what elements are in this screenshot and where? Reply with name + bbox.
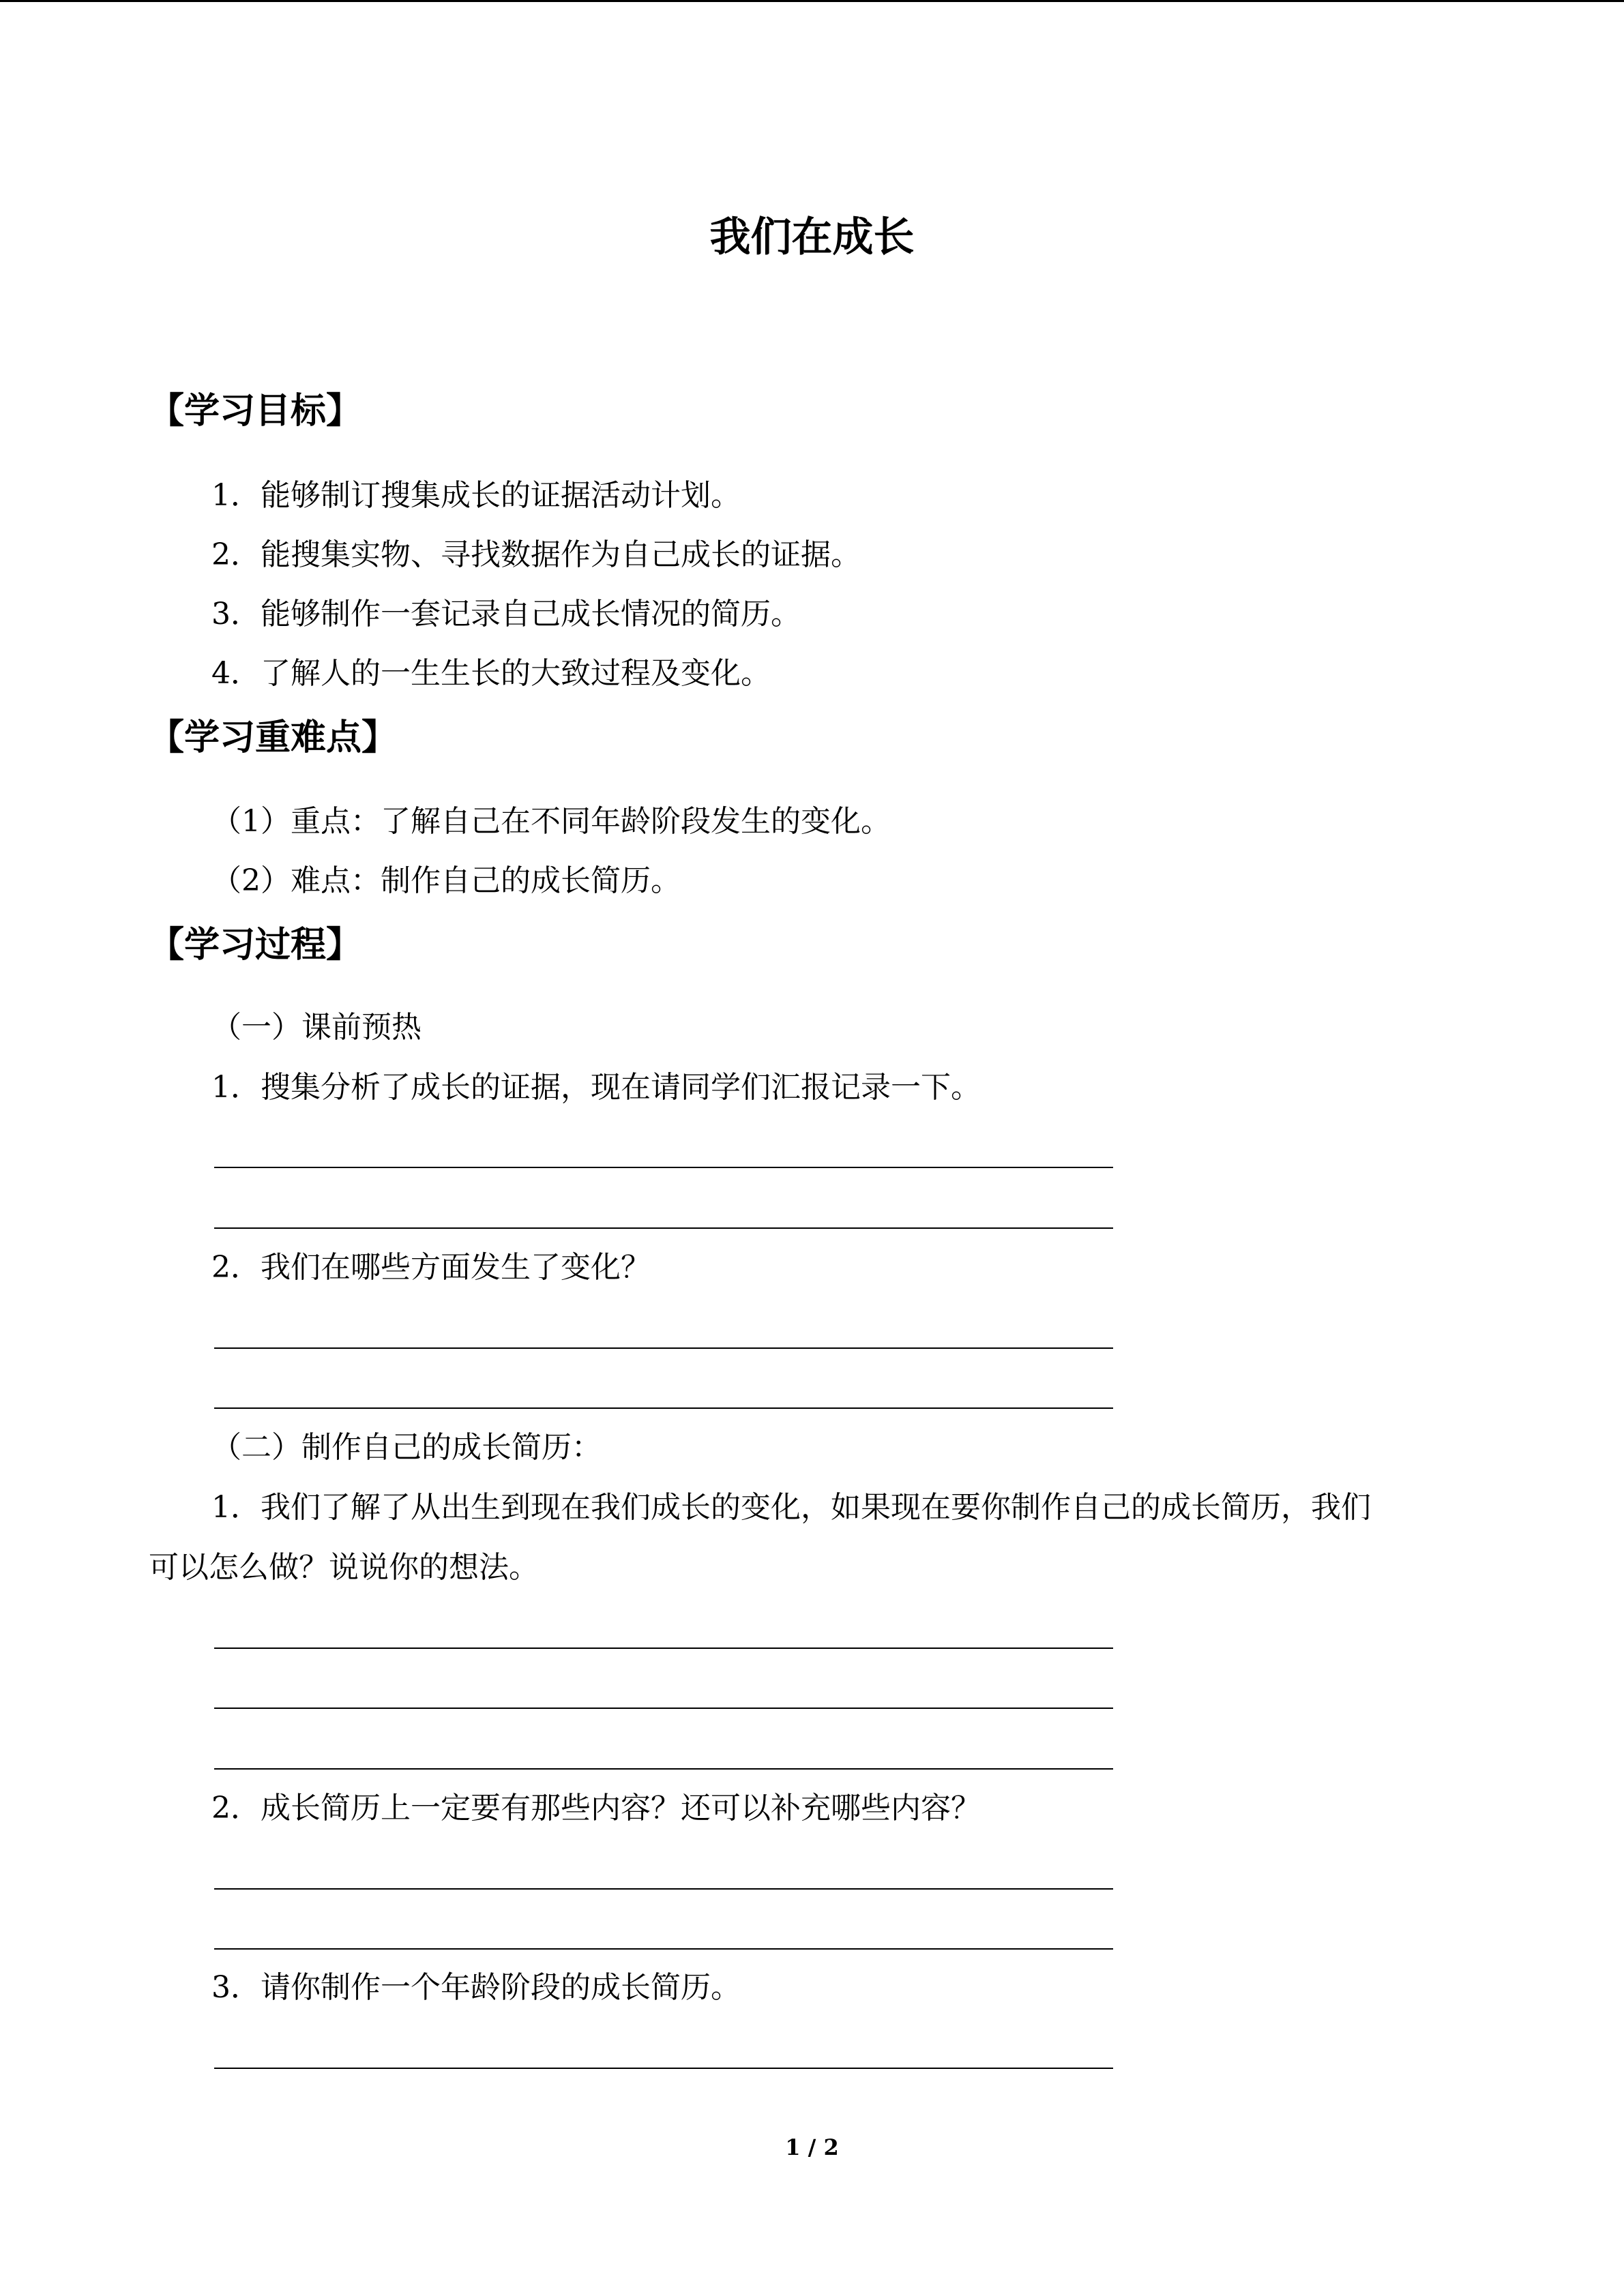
- page-top-border: [0, 0, 1624, 2]
- part1-question-2: 2．我们在哪些方面发生了变化？: [211, 1250, 651, 1285]
- heading-process: 【学习过程】: [149, 925, 362, 966]
- answer-line[interactable]: [214, 1407, 1113, 1409]
- key-point-item-1: （1）重点：了解自己在不同年龄阶段发生的变化。: [211, 804, 891, 839]
- part2-question-3: 3．请你制作一个年龄阶段的成长简历。: [211, 1970, 741, 2005]
- answer-line[interactable]: [214, 1708, 1113, 1709]
- page-number: 1 / 2: [785, 2134, 839, 2160]
- answer-line[interactable]: [214, 1648, 1113, 1649]
- part2-question-1-line-2: 可以怎么做？说说你的想法。: [149, 1550, 539, 1585]
- part2-question-1-line-1: 1．我们了解了从出生到现在我们成长的变化，如果现在要你制作自己的成长简历，我们: [211, 1490, 1371, 1525]
- part1-question-1: 1．搜集分析了成长的证据，现在请同学们汇报记录一下。: [211, 1070, 981, 1105]
- objective-item-1: 1．能够制订搜集成长的证据活动计划。: [211, 478, 741, 513]
- heading-key-points: 【学习重难点】: [149, 717, 398, 758]
- document-title: 我们在成长: [709, 213, 915, 261]
- heading-objectives: 【学习目标】: [149, 391, 362, 432]
- answer-line[interactable]: [214, 1888, 1113, 1890]
- answer-line[interactable]: [214, 1347, 1113, 1349]
- answer-line[interactable]: [214, 2068, 1113, 2069]
- answer-line[interactable]: [214, 1948, 1113, 1950]
- part1-title: （一）课前预热: [211, 1010, 422, 1045]
- objective-item-3: 3．能够制作一套记录自己成长情况的简历。: [211, 597, 801, 631]
- answer-line[interactable]: [214, 1768, 1113, 1770]
- part2-question-2: 2．成长简历上一定要有那些内容？还可以补充哪些内容？: [211, 1791, 981, 1825]
- answer-line[interactable]: [214, 1227, 1113, 1229]
- key-point-item-2: （2）难点：制作自己的成长简历。: [211, 863, 681, 898]
- answer-line[interactable]: [214, 1167, 1113, 1168]
- objective-item-2: 2．能搜集实物、寻找数据作为自己成长的证据。: [211, 537, 861, 572]
- part2-title: （二）制作自己的成长简历：: [211, 1430, 602, 1465]
- objective-item-4: 4．了解人的一生生长的大致过程及变化。: [211, 656, 771, 691]
